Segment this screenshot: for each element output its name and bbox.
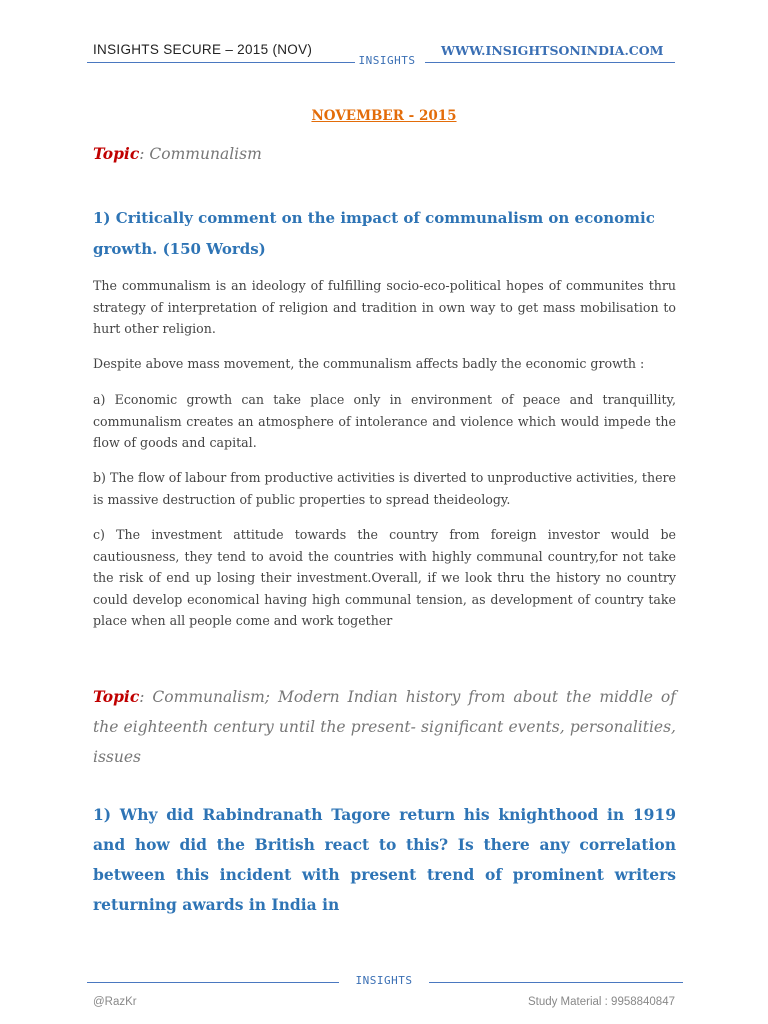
topic-label: Topic (93, 144, 140, 163)
answer-point-c: c) The investment attitude towards the country from foreign investor would be cautiousness, they tend to avoid the countries with highly communal country,for not take the risk of end up losing their investment.Overall, if we look thru the history no country could develop economical having high communal tension, as development of country take place when all people come and work together (93, 527, 676, 628)
question-1: 1) Critically comment on the impact of communalism on economic growth. (150 Words) (93, 209, 655, 258)
footer-brand: INSIGHTS (355, 974, 413, 987)
answer-paragraph-intro: The communalism is an ideology of fulfilling socio-eco-political hopes of communites thru strategy of interpretation of religion and tradition in own way to get mass mobilisation to hurt other religion. (93, 278, 676, 336)
footer-author: @RazKr (93, 996, 137, 1008)
topic-label: Topic (93, 687, 140, 706)
footer-rule-left (87, 982, 339, 983)
answer-paragraph-lead: Despite above mass movement, the communalism affects badly the economic growth : (93, 356, 645, 371)
header-brand: INSIGHTS (358, 54, 416, 67)
header-rule-left (87, 62, 355, 63)
footer-contact: Study Material : 9958840847 (527, 996, 675, 1008)
question-2: 1) Why did Rabindranath Tagore return his knighthood in 1919 and how did the British react to this? Is there any correlation between this incident with present trend of prominent writers returning awards in India in (93, 805, 676, 914)
header-document-title: INSIGHTS SECURE – 2015 (NOV) (93, 42, 313, 57)
topic-text: : Communalism (139, 145, 262, 163)
topic-heading-1 (93, 144, 676, 163)
header-rule-right (425, 62, 675, 63)
answer-point-b: b) The flow of labour from productive activities is diverted to unproductive activities, there is massive destruction of public properties to spread theideology. (93, 470, 676, 507)
page-title: NOVEMBER - 2015 (311, 108, 457, 124)
footer-rule-right (429, 982, 683, 983)
answer-point-a: a) Economic growth can take place only in environment of peace and tranquillity, communalism creates an atmosphere of intolerance and violence which would impede the flow of goods and capital. (93, 392, 676, 450)
topic-heading-2 (93, 682, 676, 772)
topic-text: : Communalism; Modern Indian history from about the middle of the eighteenth century until the present- significant events, personalities, issues (93, 688, 676, 766)
header-website-link[interactable]: WWW.INSIGHTSONINDIA.COM (441, 43, 664, 58)
